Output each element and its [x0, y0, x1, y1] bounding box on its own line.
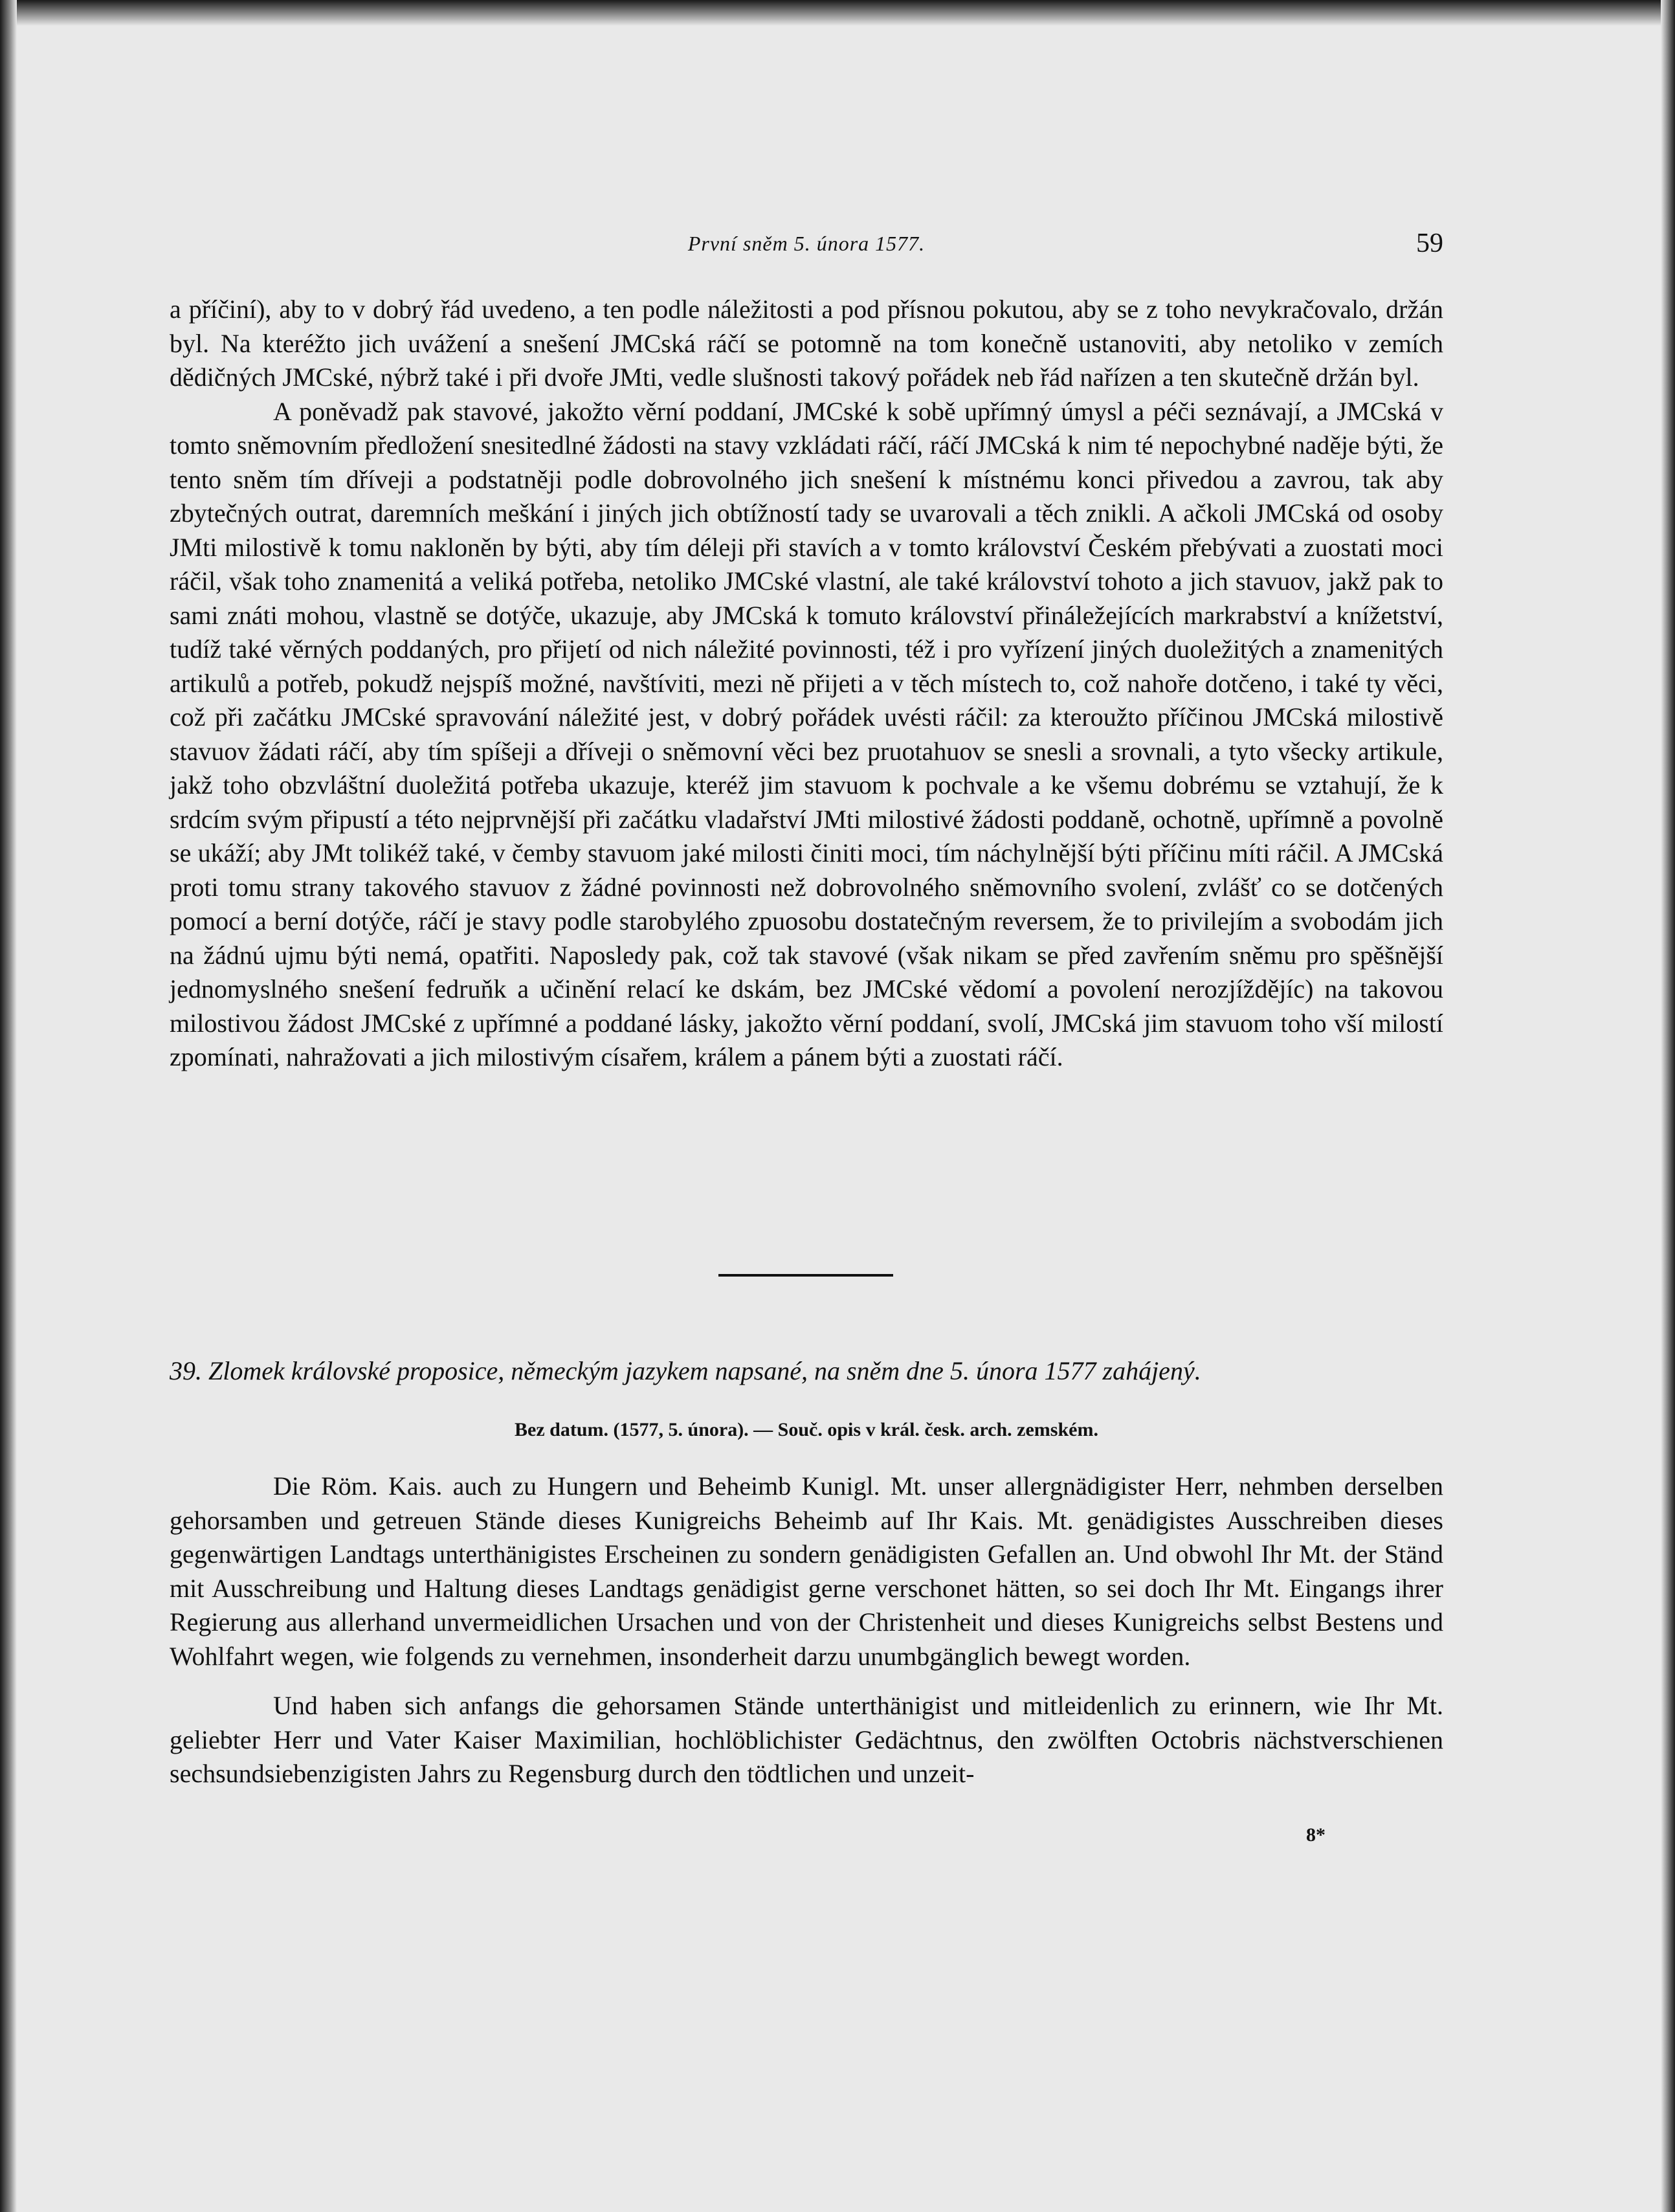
- document-heading: 39. Zlomek královské proposice, německým jazykem napsané, na sněm dne 5. února 1577 zahájený.: [170, 1356, 1201, 1385]
- page-header: [170, 228, 1443, 267]
- signature-mark: 8*: [1306, 1824, 1326, 1846]
- czech-paragraph-2: A poněvadž pak stavové, jakožto věrní poddaní, JMCské k sobě upřímný úmysl a péči seznávají, a JMCská v tomto sněmovním předložení snesitedlné žádosti na stavy vzkládati ráčí, ráčí JMCská k nim té nepochybné naděje býti, že tento sněm tím dříveji a podstatněji podle dobrovolného jich snešení k místnému konci přivedou a zavrou, tak aby zbytečných outrat, daremních meškání i jiných jich obtížností tady se uvarovali a těch znikli. A ačkoli JMCská od osoby JMti milostivě k tomu nakloněn by býti, aby tím déleji při stavích a v tomto království Českém přebývati a zuostati moci ráčil, však toho znamenitá a veliká potřeba, netoliko JMCské vlastní, ale také království tohoto a jich stavuov, jakž pak to sami znáti mohou, vlastně se dotýče, ukazuje, aby JMCská k tomuto království přináležejících markrabství a knížetství, tudíž také věrných poddaných, pro přijetí od nich náležité povinnosti, též i pro vyřízení jiných duoležitých a znamenitých artikulů a potřeb, pokudž nejspíš možné, navštíviti, mezi ně přijeti a v těch místech to, což nahoře dotčeno, i také ty věci, což při začátku JMCské spravování náležité jest, v dobrý pořádek uvésti ráčil: za kteroužto příčinou JMCská milostivě stavuov žádati ráčí, aby tím spíšeji a dříveji o sněmovní věci bez pruotahuov se snesli a srovnali, a tyto všecky artikule, jakž toho obzvláštní duoležitá potřeba ukazuje, kteréž jim stavuom k pochvale a ke všemu dobrému se vztahují, že k srdcím svým připustí a této nejprvnější při začátku vladařství JMti milostivé žádosti poddaně, ochotně, upřímně a povolně se ukáží; aby JMt tolikéž také, v čemby stavuom jaké milosti činiti moci, tím náchylnější býti příčinu míti ráčil. A JMCská proti tomu strany takového stavuov z žádné povinnosti než dobrovolného sněmovního svolení, zvlášť co se dotčených pomocí a berní dotýče, ráčí je stavy podle starobylého zpuosobu dostatečným reversem, že to privilejím a svobodám jich na žádnú ujmu býti nemá, opatřiti. Naposledy pak, což tak stavové (však nikam se před zavřením sněmu pro spěšnější jednomyslného snešení fedruňk a učinění relací ke dskám, bez JMCské vědomí a povolení nerozjíždějíc) na takovou milostivou žádost JMCské z upřímné a poddané lásky, jakožto věrní poddaní, svolí, JMCská jim stavuom toho vší milostí zpomínati, nahražovati a jich milostivým císařem, králem a pánem býti a zuostati ráčí.: [170, 396, 1443, 1071]
- scan-border-left: [0, 0, 17, 2212]
- page-number: 59: [1416, 229, 1443, 258]
- section-divider: [718, 1274, 893, 1277]
- german-paragraph-2: Und haben sich anfangs die gehorsamen Stände unterthänigist und mitleidenlich zu erinnern, wie Ihr Mt. geliebter Herr und Vater Kaiser Maximilian, hochlöblichister Gedächtnus, den zwölften Octobris nächstverschienen sechsundsiebenzigisten Jahrs zu Regensburg durch den tödtlichen und unzeit-: [170, 1691, 1443, 1788]
- german-text-block: [170, 1469, 1443, 1791]
- czech-paragraph-1: a příčiní), aby to v dobrý řád uvedeno, a ten podle náležitosti a pod přísnou pokutou, aby se z toho nevykračovalo, držán byl. Na kteréžto jich uvážení a snešení JMCská ráčí se potomně na tom konečně ustanoviti, aby netoliko v zemích dědičných JMCské, nýbrž také i při dvoře JMti, vedle slušnosti takový pořádek neb řád nařízen a ten skutečně držán byl.: [170, 295, 1443, 392]
- document-source-note: Bez datum. (1577, 5. února). — Souč. opis v král. česk. arch. zemském.: [515, 1419, 1098, 1440]
- scan-border-right: [1661, 0, 1675, 2212]
- czech-text-block: [170, 293, 1443, 1075]
- german-paragraph-1: Die Röm. Kais. auch zu Hungern und Beheimb Kunigl. Mt. unser allergnädigister Herr, nehmben derselben gehorsamben und getreuen Stände dieses Kunigreichs Beheimb auf Ihr Kais. Mt. genädigistes Ausschreiben dieses gegenwärtigen Landtags unterthänigistes Erscheinen zu sondern genädigisten Gefallen an. Und obwohl Ihr Mt. der Ständ mit Ausschreibung und Haltung dieses Landtags genädigist gerne verschonet hätten, so sei doch Ihr Mt. Eingangs ihrer Regierung aus allerhand unvermeidlichen Ursachen und von der Christenheit und dieses Kunigreichs selbst Bestens und Wohlfahrt wegen, wie folgends zu vernehmen, insonderheit darzu unumbgänglich bewegt worden.: [170, 1471, 1443, 1671]
- running-head: První sněm 5. února 1577.: [687, 232, 926, 255]
- scan-border-top: [0, 0, 1675, 26]
